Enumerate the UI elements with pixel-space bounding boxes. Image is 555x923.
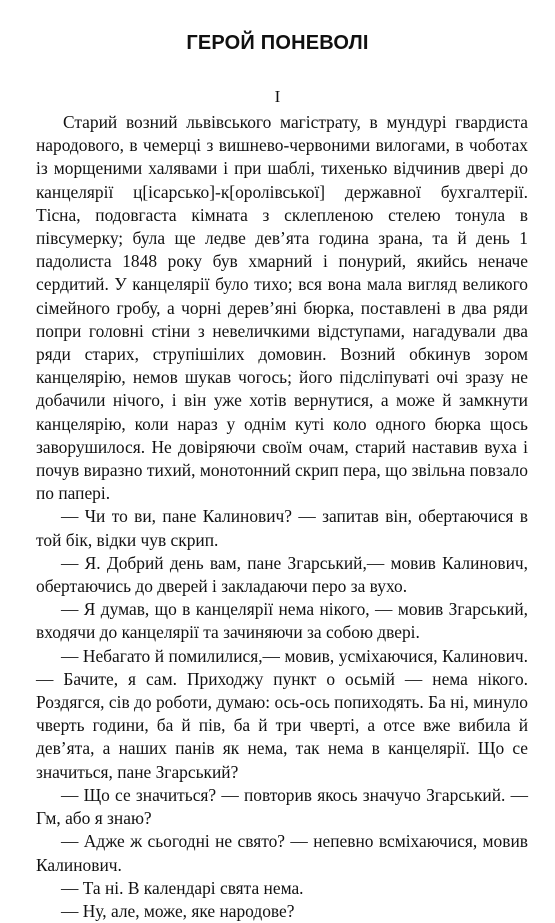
paragraph: — Ну, але, може, яке народове? (61, 900, 295, 921)
paragraph: — Я думав, що в канцелярії нема нікого, — мовив Згарський, входячи до канцелярії та зачиняючи за собою двері. (36, 599, 528, 643)
paragraph: — Та ні. В календарі свята нема. (61, 877, 304, 898)
paragraph: — Я. Добрий день вам, пане Згарський,— мовив Калинович, обертаючись до дверей і закладаючи перо за вухо. (36, 552, 528, 597)
paragraph: — Що се значиться? — повторив якось значучо Згарський. — Гм, або я знаю? (36, 784, 528, 829)
paragraph: — Адже ж сьогодні не свято? — непевно всміхаючися, мовив Калинович. (36, 831, 528, 875)
paragraph: — Чи то ви, пане Калинович? — запитав він, обертаючися в той бік, відки чув скрип. (36, 506, 528, 550)
paragraph: Старий возний львівського магістрату, в мундурі гвардиста народового, в чемерці з вишнево-червоними вилогами, в чоботах із морщеними халявами і при шаблі, тихенько відчинив двері до канцелярії ц[ісарсько]-к[оролівської] державної бухгалтерії. Тісна, подовгаста кімната з склепленою стелею тонула в півсумерку; була ще ледве дев’ята година зрана, та й день 1 падолиста 1848 року був хмарний і понурий, якийсь неначе сердитий. У канцелярії було тихо; вся вона мала вигляд великого сімейного гробу, а чорні дерев’яні бюрка, поставлені в два ряди попри головні стіни з невеличкими відступами, нагадували два ряди старих, струпішілих домовин. Возний обкинув зором канцелярію, немов шукав чогось; його підсліпуваті очі зразу не добачили нічого, і він уже хотів вернутися, а може й замкнути канцелярію, коли нараз у однім куті коло одного бюрка щось заворушилося. Не довіряючи своїм очам, старий наставив вуха і почув виразно тихий, монотонний скрип пера, що звільна повзало по папері. (36, 112, 528, 504)
paragraph: — Небагато й помилилися,— мовив, усміхаючися, Калинович.— Бачите, я сам. Приходжу пункт о осьмій — нема нікого. Роздягся, сів до роботи, думаю: ось-ось попиходять. Ба ні, минуло чверть години, ба й пів, ба й три чверті, а отсе вже вибила й дев’ята, а наших панів як нема, так нема в канцелярії. Що се значиться, пане Згарський? (36, 645, 528, 782)
story-title: ГЕРОЙ ПОНЕВОЛІ (186, 32, 369, 54)
story-text (36, 111, 528, 923)
chapter-number: I (274, 87, 281, 106)
